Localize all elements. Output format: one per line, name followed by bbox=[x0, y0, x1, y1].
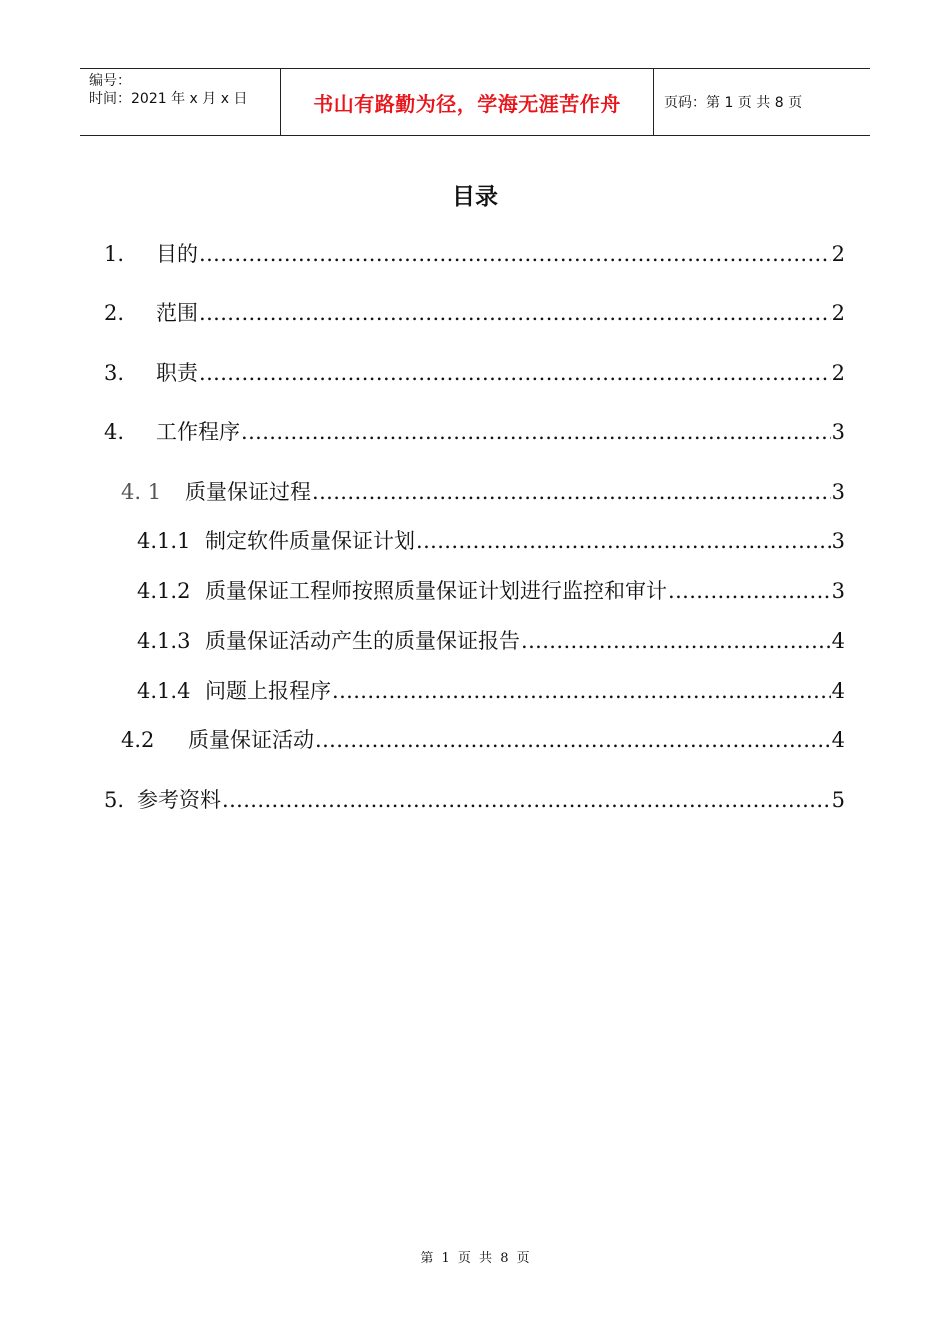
toc-entry-title: 制定软件质量保证计划 bbox=[205, 529, 415, 553]
toc-entry-number: 5. bbox=[104, 788, 125, 812]
toc-entry-title: 质量保证工程师按照质量保证计划进行监控和审计 bbox=[205, 579, 667, 603]
page-footer: 第 1 页 共 8 页 bbox=[420, 1251, 530, 1266]
toc-entry-number: 4.2 bbox=[121, 728, 155, 752]
toc-dot-leader bbox=[315, 728, 831, 752]
header-motto: 书山有路勤为径，学海无涯苦作舟 bbox=[281, 69, 654, 135]
toc-entry-title: 质量保证过程 bbox=[185, 480, 311, 504]
toc-entry[interactable] bbox=[104, 238, 845, 268]
toc-entry[interactable] bbox=[137, 675, 845, 705]
toc-dot-leader bbox=[222, 788, 831, 812]
toc-dot-leader bbox=[416, 529, 831, 553]
toc-entry[interactable] bbox=[121, 724, 845, 754]
toc-title: 目录 bbox=[452, 184, 498, 210]
toc-entry-number: 2. bbox=[104, 301, 125, 325]
toc-entry-number: 4.1.2 bbox=[137, 579, 191, 603]
toc-entry-page: 2 bbox=[831, 242, 845, 266]
toc-entry-number: 4.1.1 bbox=[137, 529, 191, 553]
document-number-label: 编号： bbox=[89, 73, 131, 89]
toc-entry[interactable] bbox=[104, 784, 845, 814]
toc-entry-page: 3 bbox=[831, 420, 845, 444]
toc-entry-number: 4.1.3 bbox=[137, 629, 191, 653]
toc-dot-leader bbox=[312, 480, 831, 504]
toc-entry-number: 4. bbox=[104, 420, 125, 444]
toc-entry[interactable] bbox=[104, 357, 845, 387]
toc-dot-leader bbox=[199, 242, 831, 266]
page-header bbox=[80, 68, 870, 136]
toc-entry-title: 问题上报程序 bbox=[205, 679, 331, 703]
toc-entry-number: 1. bbox=[104, 242, 125, 266]
toc-entry-title: 范围 bbox=[156, 301, 198, 325]
toc-entry-page: 2 bbox=[831, 301, 845, 325]
toc-entry-number: 3. bbox=[104, 361, 125, 385]
toc-entry-page: 5 bbox=[831, 788, 845, 812]
toc-entry-page: 4 bbox=[831, 679, 845, 703]
toc-entry-title: 职责 bbox=[156, 361, 198, 385]
toc-entry-title: 目的 bbox=[156, 242, 198, 266]
toc-entry-page: 4 bbox=[831, 629, 845, 653]
toc-entry-title: 质量保证活动产生的质量保证报告 bbox=[205, 629, 520, 653]
toc-entry-title: 参考资料 bbox=[137, 788, 221, 812]
header-page-info: 页码：第 1 页 共 8 页 bbox=[664, 95, 803, 111]
toc-dot-leader bbox=[668, 579, 831, 603]
toc-entry[interactable] bbox=[121, 476, 845, 506]
toc-entry-title: 质量保证活动 bbox=[188, 728, 314, 752]
toc-entry-page: 3 bbox=[831, 480, 845, 504]
toc-dot-leader bbox=[199, 361, 831, 385]
toc-entry[interactable] bbox=[104, 416, 845, 446]
toc-entry[interactable] bbox=[137, 625, 845, 655]
toc-entry-title: 工作程序 bbox=[156, 420, 240, 444]
toc-entry[interactable] bbox=[104, 297, 845, 327]
toc-entry-page: 4 bbox=[831, 728, 845, 752]
toc-entry[interactable] bbox=[137, 525, 845, 555]
toc-entry-number: 4.1.4 bbox=[137, 679, 191, 703]
toc-entry-page: 3 bbox=[831, 579, 845, 603]
toc-entry-page: 3 bbox=[831, 529, 845, 553]
toc-entry[interactable] bbox=[137, 575, 845, 605]
toc-dot-leader bbox=[199, 301, 831, 325]
toc-dot-leader bbox=[332, 679, 831, 703]
toc-entry-number: 4. 1 bbox=[121, 480, 162, 504]
toc-dot-leader bbox=[241, 420, 831, 444]
toc-dot-leader bbox=[521, 629, 831, 653]
document-time-label: 时间：2021 年 x 月 x 日 bbox=[89, 91, 248, 107]
toc-entry-page: 2 bbox=[831, 361, 845, 385]
header-meta bbox=[80, 69, 281, 135]
